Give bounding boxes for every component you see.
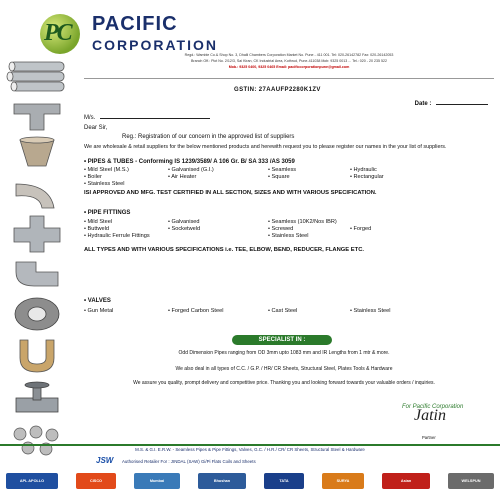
list-item: • Mild Steel (M.S.) bbox=[84, 167, 129, 173]
sign-for-label: For Pacific Corporation bbox=[402, 404, 464, 410]
footer-authorised-text: Authorised Retailer For : JINDAL (SAW) Gi/Pi Flats Coils and Sheets bbox=[122, 459, 256, 464]
brand-logo: Bhushan bbox=[198, 473, 246, 489]
address-line-2: Branch Off.: Plot No. 2/12/3, Sai Kiran, CK Industrial Area, Kothrud, Pune-411038 Mob: 9325 0013 ... Tel.: 020 - 20 235 522 bbox=[191, 59, 387, 63]
address-line-1: Regd.: Wamble Co.& Shop No. 3, Dhalli Chambers Corporation Market No. Pune - 411 001. Tel: 020-26142782 Fax: 020-26142053 bbox=[184, 53, 394, 57]
brand-logo: Asian bbox=[382, 473, 430, 489]
logo-letters: PC bbox=[44, 20, 71, 46]
valves-heading: • VALVES bbox=[84, 298, 111, 304]
reducer-icon bbox=[6, 136, 68, 172]
list-item: • Forged bbox=[350, 226, 372, 232]
list-item: • Stainless Steel bbox=[84, 181, 125, 187]
specialist-line-3: We assure you quality, prompt delivery and competitive price. Thanking you and looking forward towards your valuable orders / inquiries. bbox=[133, 380, 435, 386]
list-item: • Socketweld bbox=[168, 226, 201, 232]
intro-paragraph: We are wholesale & retail suppliers for the below mentioned products and herewith request you to please register our names in the your list of suppliers. bbox=[84, 144, 447, 150]
date-field bbox=[415, 100, 488, 108]
fittings-types: ALL TYPES AND WITH VARIOUS SPECIFICATIONS i.e. TEE, ELBOW, BEND, REDUCER, FLANGE ETC. bbox=[84, 247, 364, 253]
isi-statement: ISI APPROVED AND MFG. TEST CERTIFIED IN ALL SECTION, SIZES AND WITH VARIOUS SPECIFICATION. bbox=[84, 190, 377, 196]
company-name-line2: CORPORATION bbox=[92, 37, 218, 53]
company-address bbox=[84, 52, 494, 70]
list-item: • Stainless Steel bbox=[350, 308, 391, 314]
list-item bbox=[350, 219, 490, 226]
specialist-line-1: Odd Dimension Pipes ranging from OD 3mm upto 1083 mm and IR Lengths from 1 mtr & more. bbox=[178, 350, 390, 356]
list-item: • Mild Steel bbox=[84, 219, 113, 225]
date-blank bbox=[436, 100, 488, 105]
recipient-field bbox=[84, 114, 210, 122]
salutation: Dear Sir, bbox=[84, 125, 108, 131]
specialist-badge: SPECIALIST IN : bbox=[232, 335, 332, 345]
list-item: • Buttweld bbox=[84, 226, 109, 232]
list-item: • Gun Metal bbox=[84, 308, 114, 314]
list-item: • Boiler bbox=[84, 174, 102, 180]
tee-fitting-icon bbox=[6, 98, 68, 134]
elbow-icon bbox=[6, 174, 68, 212]
list-item: • Screwed bbox=[268, 226, 294, 232]
recipient-blank bbox=[100, 114, 210, 119]
pipes-bundle-icon bbox=[6, 56, 68, 96]
date-label: Date : bbox=[414, 101, 432, 107]
pipes-heading: • PIPES & TUBES - Conforming IS 1239/3589/ A 106 Gr. B/ SA 333 /AS 3059 bbox=[84, 159, 295, 165]
cross-fitting-icon bbox=[6, 214, 68, 254]
valves-list bbox=[84, 308, 494, 315]
fittings-heading: • PIPE FITTINGS bbox=[84, 210, 131, 216]
flange-icon bbox=[6, 294, 68, 334]
list-item: • Air Heater bbox=[168, 174, 197, 180]
address-line-3: Mob.: 9325 0400, 9325 0465 Email: pacificcorporationpune@gmail.com bbox=[228, 65, 350, 69]
list-item: • Hydraulic bbox=[350, 167, 377, 173]
company-name-line1: PACIFIC bbox=[92, 13, 178, 35]
brand-logo: TATA bbox=[264, 473, 304, 489]
pipes-list bbox=[84, 167, 494, 188]
list-item: • Hydraulic Ferrule Fittings bbox=[84, 233, 150, 239]
signatory-role: Partner bbox=[422, 435, 436, 440]
letterhead bbox=[0, 0, 500, 82]
brand-logos bbox=[6, 470, 494, 492]
recipient-label: M/s. bbox=[84, 115, 96, 121]
fittings-list bbox=[84, 219, 494, 240]
list-item: • Cast Steel bbox=[268, 308, 298, 314]
brand-logo: SURYA bbox=[322, 473, 364, 489]
specialist-line-2: We also deal in all types of C.C. / G.P. / HR/ CR Sheets, Structural Steel, Plates Tools & Hardware bbox=[175, 366, 393, 372]
letter-body bbox=[84, 82, 494, 452]
brand-logo: WELSPUN bbox=[448, 473, 494, 489]
list-item: • Seamless bbox=[268, 167, 297, 173]
brand-logo: Mumbai bbox=[134, 473, 180, 489]
bolts-icon bbox=[6, 422, 68, 460]
valve-icon bbox=[6, 378, 68, 420]
u-bend-icon bbox=[6, 336, 68, 376]
brand-logo: APL APOLLO bbox=[6, 473, 58, 489]
list-item: • Stainless Steel bbox=[268, 233, 309, 239]
gstin: GSTIN: 27AAUFP2280K1ZV bbox=[234, 87, 321, 93]
company-name bbox=[92, 14, 218, 55]
footer-products: M.S. & G.I. E.R.W. - Seamless Pipes & Pipe Fittings, Valves, G.C. / H.R./ CR/ CR Sheets, Structural Steel & Hardware bbox=[135, 447, 365, 452]
subject-line: Reg.: Registration of our concern in the approved list of suppliers bbox=[122, 134, 295, 140]
list-item: • Seamless (10K2/Nos IBR) bbox=[268, 219, 337, 225]
list-item: • Galvanised bbox=[168, 219, 200, 225]
list-item: • Galvanised (G.I.) bbox=[168, 167, 214, 173]
jsw-logo: JSW bbox=[96, 456, 114, 465]
footer-divider bbox=[0, 444, 500, 446]
signature: Jatin bbox=[414, 407, 446, 424]
list-item: • Square bbox=[268, 174, 290, 180]
list-item: • Forged Carbon Steel bbox=[168, 308, 224, 314]
brand-logo: CISCO bbox=[76, 473, 116, 489]
tee-elbow-icon bbox=[6, 256, 68, 292]
list-item: • Rectangular bbox=[350, 174, 384, 180]
product-image-column bbox=[6, 56, 68, 460]
header-divider bbox=[84, 78, 494, 79]
